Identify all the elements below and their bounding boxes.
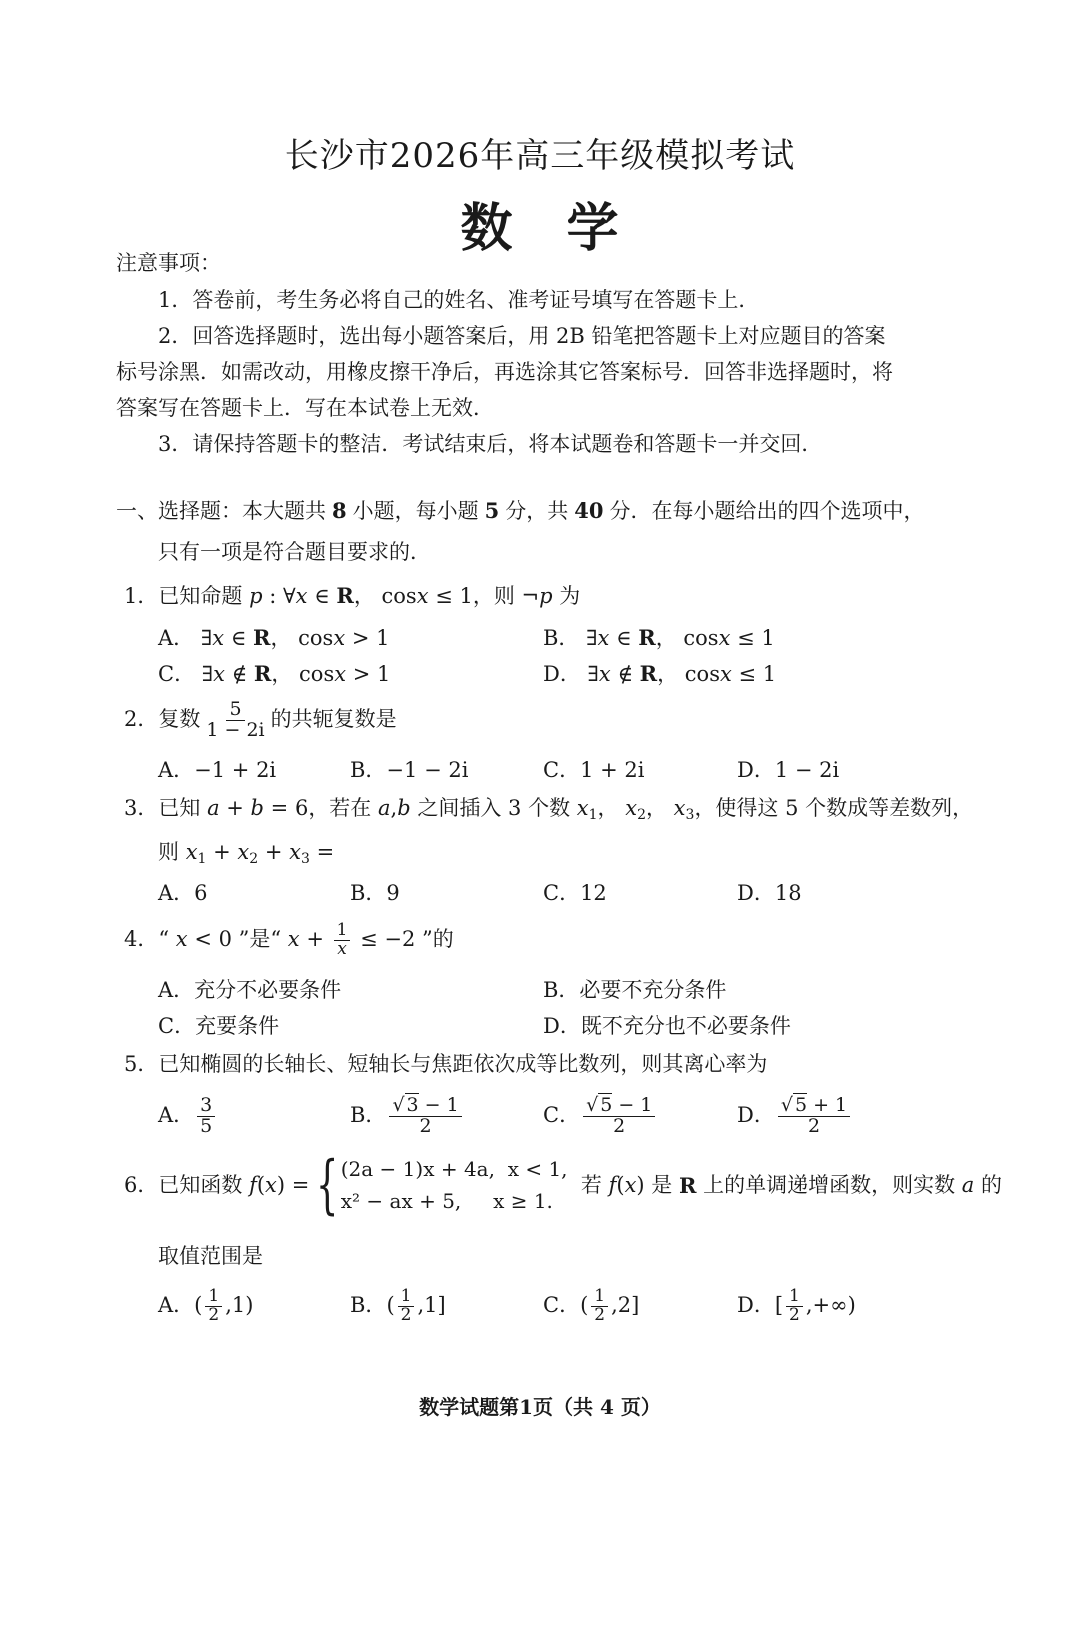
question-6-option-a[interactable]: A．( $\frac{1}{2}$ ,1) (158, 1286, 254, 1325)
question-6-option-d[interactable]: D．[ $\frac{1}{2}$ ,+∞) (737, 1286, 856, 1325)
question-3-stem: 3．已知 a + b = 6，若在 a,b 之间插入 3 个数 $x_1$， $x_2$， $x_3$，使得这 5 个数成等差数列， (124, 796, 974, 823)
page-footer: 数学试题第1页（共 4 页） (419, 1395, 661, 1419)
piecewise-definition: (2a − 1)x + 4a, x < 1, x² − ax + 5, x ≥ 1. (340, 1157, 568, 1213)
question-3-option-b[interactable]: B．9 (350, 881, 400, 905)
question-3-stem-line-2: 则 $x_1 + x_2 + x_3$ = (158, 840, 335, 867)
question-1-option-b[interactable]: B． ∃x ∈ R， cosx ≤ 1 (543, 625, 775, 650)
question-5-stem: 5．已知椭圆的长轴长、短轴长与焦距依次成等比数列，则其离心率为 (124, 1052, 768, 1076)
notice-item-3: 3．请保持答题卡的整洁．考试结束后，将本试题卷和答题卡一并交回． (158, 432, 823, 456)
fraction-1-over-x: $\frac{1}{x}$ (334, 922, 351, 959)
notice-item-2-line-2: 标号涂黑．如需改动，用橡皮擦干净后，再选涂其它答案标号．回答非选择题时，将 (116, 360, 893, 384)
question-3-option-a[interactable]: A．6 (158, 881, 208, 905)
notice-item-1: 1．答卷前，考生务必将自己的姓名、准考证号填写在答题卡上． (158, 288, 760, 312)
piecewise-brace: { (316, 1148, 339, 1222)
question-4-stem: 4．“ x < 0 ”是“ x + $\frac{1}{x}$ ≤ −2 ”的 (124, 920, 454, 959)
question-5-option-b[interactable]: B． $\frac{√ 3 - 1}{2}$ (350, 1096, 465, 1137)
question-5-option-d[interactable]: D． $\frac{√ 5 + 1}{2}$ (737, 1096, 853, 1137)
question-2-option-d[interactable]: D．1 − 2i (737, 758, 840, 782)
question-5-option-c[interactable]: C． $\frac{√ 5 - 1}{2}$ (543, 1096, 658, 1137)
question-2-option-a[interactable]: A．−1 + 2i (158, 758, 277, 782)
question-1-option-c[interactable]: C． ∃x ∉ R， cosx > 1 (158, 661, 391, 686)
notice-heading: 注意事项： (116, 251, 221, 275)
notice-item-2-line-3: 答案写在答题卡上．写在本试卷上无效． (116, 396, 494, 420)
question-6-stem-line-2: 取值范围是 (158, 1244, 263, 1268)
question-3-option-d[interactable]: D．18 (737, 881, 802, 905)
question-1-option-a[interactable]: A． ∃x ∈ R， cosx > 1 (158, 625, 390, 650)
question-6-option-b[interactable]: B．( $\frac{1}{2}$ ,1] (350, 1286, 446, 1325)
question-2-stem: 2．复数 $\frac{5}{1 - 2i}$ 的共轭复数是 (124, 698, 397, 741)
exam-title: 长沙市2026年高三年级模拟考试 (284, 136, 796, 176)
question-1-option-d[interactable]: D． ∃x ∉ R， cosx ≤ 1 (543, 661, 777, 686)
notice-item-2-line-1: 2．回答选择题时，选出每小题答案后，用 2B 铅笔把答题卡上对应题目的答案 (158, 324, 886, 348)
question-6-stem: 6．已知函数 f ( x ) = { (2a − 1)x + 4a, x < 1, x² − ax + 5, x ≥ 1. 若 f ( x ) 是 R 上的单调递增函数，则实数 a 的 (124, 1148, 1003, 1222)
question-4-option-b[interactable]: B．必要不充分条件 (543, 978, 727, 1002)
question-1-stem: 1．已知命题 p : ∀x ∈ R， cosx ≤ 1，则 ¬p 为 (124, 583, 581, 608)
question-6-option-c[interactable]: C．( $\frac{1}{2}$ ,2] (543, 1286, 640, 1325)
question-3-option-c[interactable]: C．12 (543, 881, 607, 905)
section-1-header-line-2: 只有一项是符合题目要求的． (158, 540, 431, 564)
section-1-header: 一、选择题：本大题共 8 小题，每小题 5 分，共 40 分．在每小题给出的四个选项中， (116, 498, 925, 523)
question-5-option-a[interactable]: A． $\frac{3}{5}$ (158, 1096, 218, 1137)
question-4-option-a[interactable]: A．充分不必要条件 (158, 978, 342, 1002)
question-4-option-d[interactable]: D．既不充分也不必要条件 (543, 1014, 791, 1038)
subject-title: 数 学 (460, 198, 620, 259)
question-2-option-c[interactable]: C．1 + 2i (543, 758, 645, 782)
question-2-option-b[interactable]: B．−1 − 2i (350, 758, 469, 782)
question-4-option-c[interactable]: C．充要条件 (158, 1014, 280, 1038)
fraction-5-over-1-minus-2i: $\frac{5}{1 - 2i}$ (206, 698, 265, 741)
